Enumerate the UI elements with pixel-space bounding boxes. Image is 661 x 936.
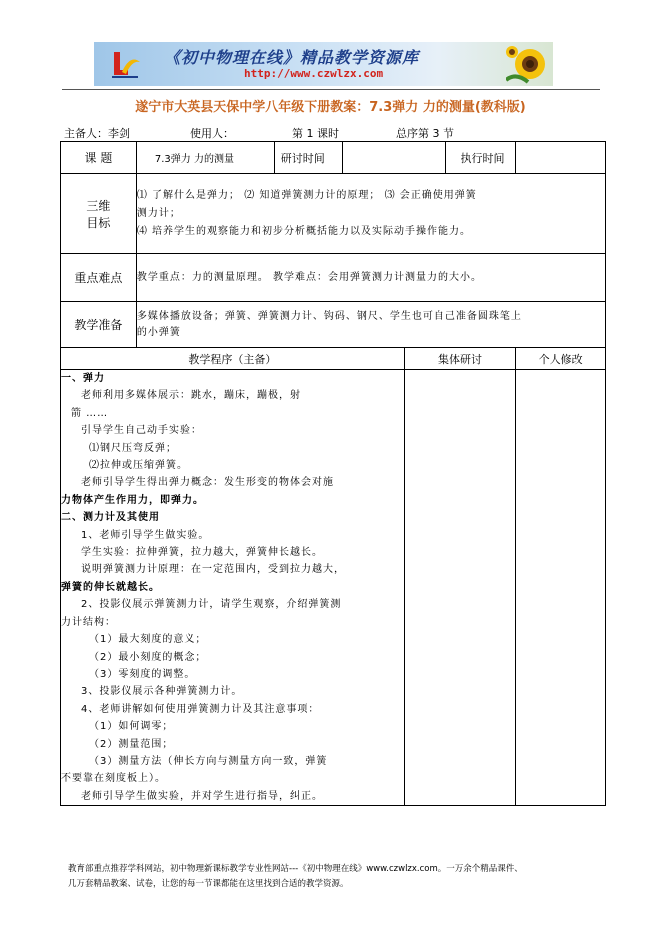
meta-row xyxy=(64,125,604,139)
proc-line: 老师利用多媒体展示：跳水，蹦床，蹦极，射 xyxy=(81,390,301,402)
goals-label-line2: 目标 xyxy=(86,215,111,230)
proc-line: 力物体产生作用力，即弹力。 xyxy=(61,494,204,506)
proc-line: 说明弹簧测力计原理：在一定范围内，受到拉力越大， xyxy=(81,564,345,576)
proc-line: 学生实验：拉伸弹簧，拉力越大，弹簧伸长越长。 xyxy=(81,547,323,559)
proc-line: 2、投影仪展示弹簧测力计，请学生观察，介绍弹簧测 xyxy=(81,599,342,611)
proc-header: 教学程序（主备） xyxy=(61,348,405,370)
proc-line: 引导学生自己动手实验： xyxy=(81,425,202,437)
goals-line3: ⑷ 培养学生的观察能力和初步分析概括能力以及实际动手操作能力。 xyxy=(136,225,472,237)
header-rule xyxy=(62,89,600,90)
user: 使用人： xyxy=(190,127,234,140)
proc-line: （3）测量方法（伸长方向与测量方向一致，弹簧 xyxy=(89,755,328,767)
personal-content xyxy=(516,370,606,806)
proc-line: （2）最小刻度的概念； xyxy=(89,651,207,663)
proc-line: （1）如何调零； xyxy=(89,721,174,733)
proc-line: 箭 …… xyxy=(71,407,109,419)
goals-content xyxy=(136,174,605,254)
proc-line: 弹簧的伸长就越长。 xyxy=(61,581,160,593)
prep-label: 教学准备 xyxy=(61,302,137,348)
header-banner xyxy=(94,42,553,86)
exec-time-label: 执行时间 xyxy=(446,142,516,174)
proc-line: （1）最大刻度的意义； xyxy=(89,634,207,646)
proc-line: 老师引导学生得出弹力概念：发生形变的物体会对施 xyxy=(81,477,334,489)
discuss-time-label: 研讨时间 xyxy=(274,142,342,174)
banner-title: 《初中物理在线》精品教学资源库 xyxy=(164,48,420,67)
topic-label: 课 题 xyxy=(61,142,137,174)
proc-content xyxy=(61,370,405,806)
group-header: 集体研讨 xyxy=(404,348,516,370)
proc-line: 二、测力计及其使用 xyxy=(61,512,160,524)
prep-content xyxy=(136,302,605,348)
proc-line: （3）零刻度的调整。 xyxy=(89,668,196,680)
prep-line2: 的小弹簧 xyxy=(136,326,181,338)
sunflower-icon xyxy=(506,44,550,84)
proc-line: 4、老师讲解如何使用弹簧测力计及其注意事项： xyxy=(81,703,320,715)
lesson-plan-table xyxy=(60,141,606,806)
preparer: 主备人：李剑 xyxy=(64,127,130,140)
footer-line1: 教育部重点推荐学科网站，初中物理新课标教学专业性网站---《初中物理在线》www.czwlzx.com。一万余个精品课件、 xyxy=(68,864,523,874)
total-number: 总序第 3 节 xyxy=(396,127,454,140)
prep-line1: 多媒体播放设备；弹簧、弹簧测力计、钩码、钢尺、学生也可自己准备圆珠笔上 xyxy=(136,310,522,322)
banner-url: http://www.czwlzx.com xyxy=(244,67,384,80)
proc-line: 3、投影仪展示各种弹簧测力计。 xyxy=(81,686,243,698)
proc-line: 力计结构： xyxy=(61,616,116,628)
goals-label-line1: 三维 xyxy=(86,198,111,213)
proc-line: 一、弹力 xyxy=(61,373,105,384)
goals-line1: ⑴ 了解什么是弹力； ⑵ 知道弹簧测力计的原理； ⑶ 会正确使用弹簧 xyxy=(136,189,477,201)
discuss-time-value xyxy=(342,142,446,174)
topic-value: 7.3弹力 力的测量 xyxy=(136,142,274,174)
goals-label xyxy=(61,174,137,254)
key-content: 教学重点：力的测量原理。 教学难点：会用弹簧测力计测量力的大小。 xyxy=(136,254,605,302)
logo-icon xyxy=(108,48,142,80)
proc-line: ⑴钢尺压弯反弹； xyxy=(89,442,177,454)
proc-line: 1、老师引导学生做实验。 xyxy=(81,529,210,541)
exec-time-value xyxy=(516,142,606,174)
personal-header: 个人修改 xyxy=(516,348,606,370)
proc-line: （2）测量范围； xyxy=(89,738,174,750)
key-label: 重点难点 xyxy=(61,254,137,302)
goals-line2: 测力计； xyxy=(136,207,181,219)
proc-line: 老师引导学生做实验，并对学生进行指导，纠正。 xyxy=(81,790,323,802)
lesson-number: 第 1 课时 xyxy=(292,127,339,140)
document-title: 遂宁市大英县天保中学八年级下册教案：7.3弹力 力的测量(教科版) xyxy=(135,100,526,115)
proc-line: 不要靠在刻度板上）。 xyxy=(61,773,166,785)
group-content xyxy=(404,370,516,806)
proc-line: ⑵拉伸或压缩弹簧。 xyxy=(89,460,188,472)
footer xyxy=(68,862,608,892)
footer-line2: 几万套精品教案、试卷，让您的每一节课都能在这里找到合适的教学资源。 xyxy=(68,879,349,889)
